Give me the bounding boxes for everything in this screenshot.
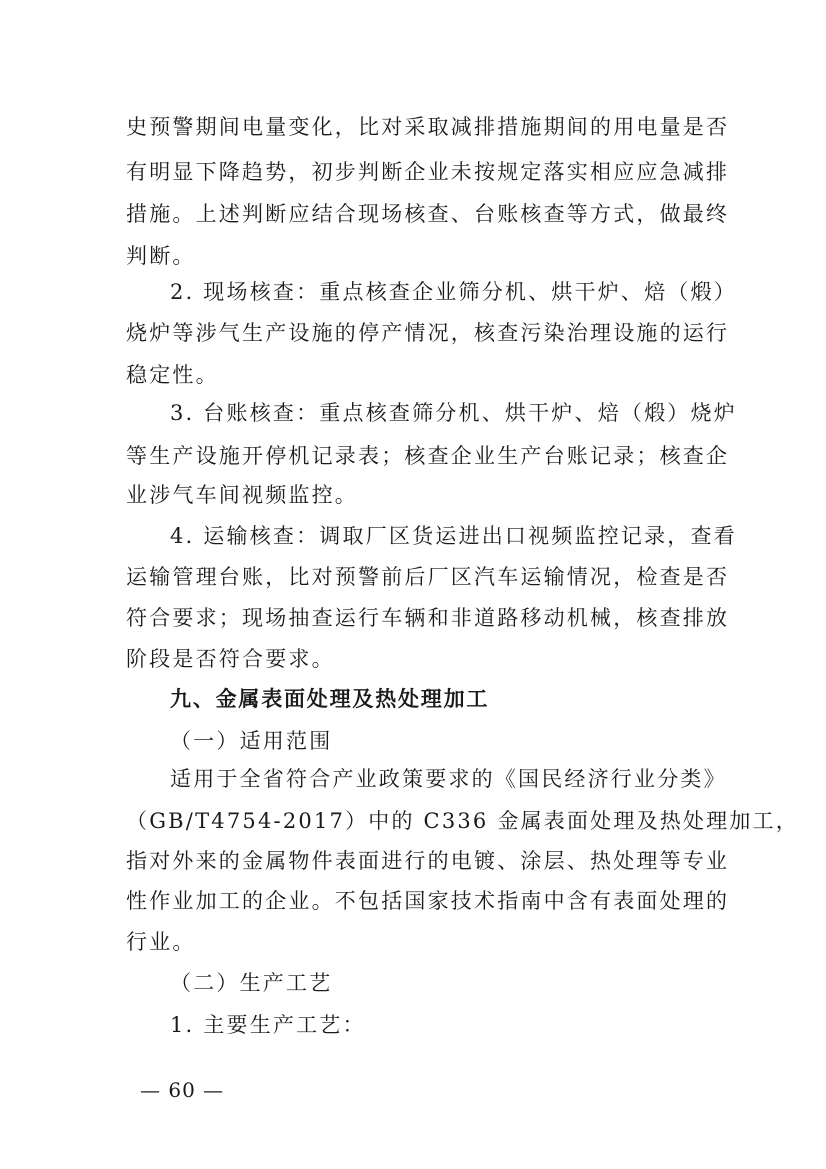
body-text-line: 稳定性。 <box>126 363 219 387</box>
list-item: 1. 主要生产工艺： <box>170 1013 366 1037</box>
body-text-line: 烧炉等涉气生产设施的停产情况，核查污染治理设施的运行 <box>126 321 730 345</box>
body-text-line: 有明显下降趋势，初步判断企业未按规定落实相应应急减排 <box>126 160 730 184</box>
body-text-line: 行业。 <box>126 930 196 954</box>
body-text-line: 史预警期间电量变化，比对采取减排措施期间的用电量是否 <box>126 115 730 139</box>
subsection-heading: （一）适用范围 <box>170 729 333 753</box>
body-text-line: 业涉气车间视频监控。 <box>126 483 358 507</box>
body-text-line: 适用于全省符合产业政策要求的《国民经济行业分类》 <box>170 767 727 791</box>
body-text-line: 运输管理台账，比对预警前后厂区汽车运输情况，检查是否 <box>126 565 730 589</box>
body-text-line: 性作业加工的企业。不包括国家技术指南中含有表面处理的 <box>126 889 730 913</box>
body-text-line: 3. 台账核查：重点核查筛分机、烘干炉、焙（煅）烧炉 <box>170 401 737 425</box>
body-text-line: 判断。 <box>126 244 196 268</box>
body-text-line: 2. 现场核查：重点核查企业筛分机、烘干炉、焙（煅） <box>170 280 737 304</box>
body-text-line: 指对外来的金属物件表面进行的电镀、涂层、热处理等专业 <box>126 849 730 873</box>
body-text-line: 阶段是否符合要求。 <box>126 647 335 671</box>
body-text-line: （GB/T4754-2017）中的 C336 金属表面处理及热处理加工， <box>126 809 799 833</box>
subsection-heading: （二）生产工艺 <box>170 971 333 995</box>
body-text-line: 4. 运输核查：调取厂区货运进出口视频监控记录，查看 <box>170 524 737 548</box>
body-text-line: 符合要求；现场抽查运行车辆和非道路移动机械，核查排放 <box>126 606 730 630</box>
page-number: — 60 — <box>140 1078 225 1102</box>
body-text-line: 措施。上述判断应结合现场核查、台账核查等方式，做最终 <box>126 202 730 226</box>
section-heading: 九、金属表面处理及热处理加工 <box>170 687 490 711</box>
body-text-line: 等生产设施开停机记录表；核查企业生产台账记录；核查企 <box>126 444 730 468</box>
